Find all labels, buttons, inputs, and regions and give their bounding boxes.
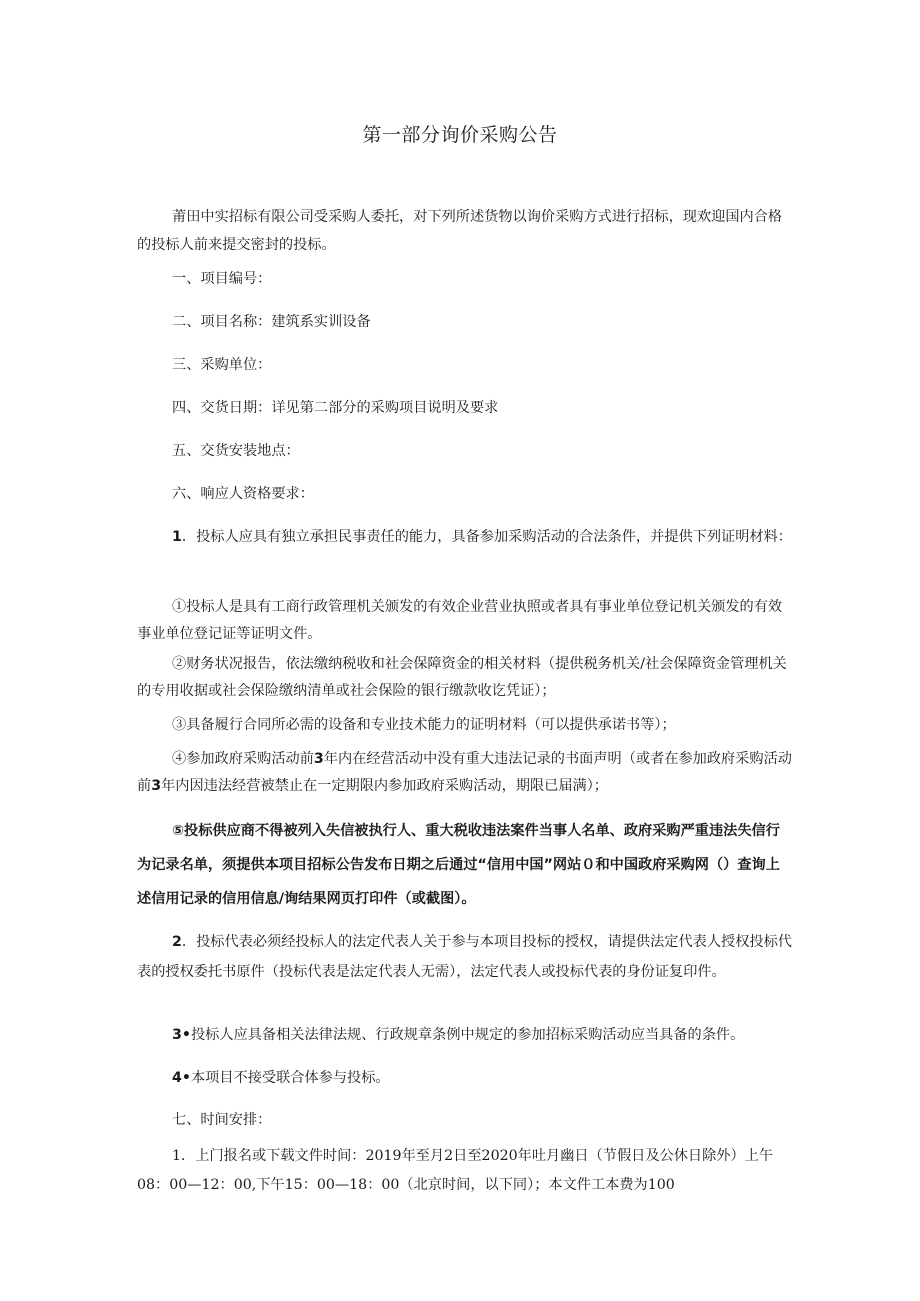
requirement-3 [137,1022,817,1049]
item-qualification [172,481,827,508]
sub-requirement-e: ⑤投标供应商不得被列入失信被执行人、重大税收违法案件当事人名单、政府采购严重违法失信行为记录名单，须提供本项目招标公告发布日期之后通过“信用中国”网站０和中国政府采购网（）查询上述信用记录的信用信息/询结果网页打印件（或截图）。 [137,823,780,907]
schedule-item-number: 1 [172,1148,182,1164]
requirement-4 [137,1065,792,1092]
item-label: 四、交货日期： [172,400,272,416]
requirement-text: 本项目不接受联合体参与投标。 [190,1070,390,1086]
item-label: 三、采购单位： [172,357,272,373]
number-3: 3 [151,778,162,794]
item-delivery-place [172,438,827,465]
item-project-name [172,309,827,336]
item-label: 一、项目编号： [172,271,272,287]
number-3: 3 [313,751,324,767]
item-label: 五、交货安装地点： [172,443,300,459]
requirement-number: 2 [172,934,182,950]
requirement-text: 投标人应具备相关法律法规、行政规章条例中规定的参加招标采购活动应当具备的条件。 [190,1027,745,1043]
intro-paragraph: 莆田中实招标有限公司受采购人委托，对下列所述货物以询价采购方式进行招标，现欢迎国内合格的投标人前来提交密封的投标。 [137,209,783,253]
text-segment: 年内在经营活动中没有重大违法记录的书面声明（或者在参加政府采购活动前 [137,751,792,794]
item-value: 详见第二部分的采购项目说明及要求 [271,400,499,416]
requirement-number: 4• [172,1070,191,1086]
sub-requirement-b: ②财务状况报告，依法缴纳税收和社会保障资金的相关材料（提供税务机关/社会保障资金管理机关的专用收据或社会保险缴纳清单或社会保险的银行缴款收讫凭证）； [137,656,787,699]
text-segment: 年内因违法经营被禁止在一定期限内参加政府采购活动，期限已届满）； [161,778,608,794]
page-title: 第一部分询价采购公告 [362,124,558,146]
schedule-item-1 [137,1142,792,1200]
schedule-item-text: ．上门报名或下载文件时间：2019年至月2日至2020年吐月幽日（节假日及公休日除外）上午08：00—12：00,下午15：00—18：00（北京时间，以下同）；本文件工本费为100 [137,1148,774,1193]
section-schedule-heading: 七、时间安排： [172,1112,272,1128]
requirement-number: 3• [172,1027,191,1043]
item-delivery-date [172,395,827,422]
sub-requirement-d [137,746,792,800]
item-purchaser [172,352,827,379]
item-value: 建筑系实训设备 [271,314,371,330]
item-label: 六、响应人资格要求： [172,486,314,502]
sub-requirement-c: ③具备履行合同所必需的设备和专业技术能力的证明材料（可以提供承诺书等）； [172,717,676,733]
item-label: 二、项目名称： [172,314,272,330]
requirement-text: ．投标代表必须经投标人的法定代表人关于参与本项目投标的授权，请提供法定代表人授权投标代表的授权委托书原件（投标代表是法定代表人无需），法定代表人或投标代表的身份证复印件。 [137,934,792,980]
requirement-2 [137,927,792,987]
text-segment: ④参加政府采购活动前 [172,751,314,767]
sub-requirement-a: ①投标人是具有工商行政管理机关颁发的有效企业营业执照或者具有事业单位登记机关颁发的有效事业单位登记证等证明文件。 [137,599,783,642]
requirement-1 [137,524,792,551]
requirement-text: ．投标人应具有独立承担民事责任的能力，具备参加采购活动的合法条件，并提供下列证明材料： [181,529,792,545]
requirement-number: 1 [172,529,182,545]
item-project-number [172,266,827,293]
